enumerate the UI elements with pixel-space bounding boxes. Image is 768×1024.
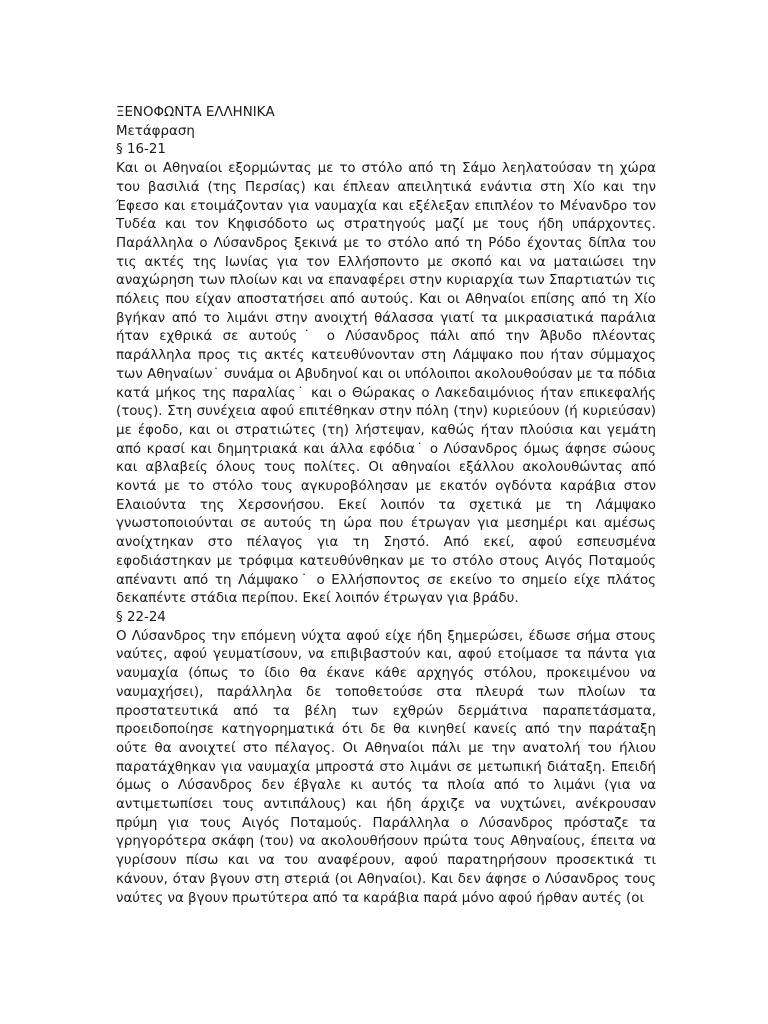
document-title: ΞΕΝΟΦΩΝΤΑ ΕΛΛΗΝΙΚΑ [116,105,275,120]
document-subtitle: Μετάφραση [116,123,195,139]
section-heading-1: § 16-21 [116,142,166,158]
section-heading-2: § 22-24 [116,609,166,625]
section-paragraph-1: Και οι Αθηναίοι εξορμώντας με το στόλο από τη Σάμο λεηλατούσαν τη χώρα του βασιλιά (της Περσίας) και έπλεαν απειλητικά ενάντια στη Χίο και την Έφεσο και ετοιμάζονταν για ναυμαχία και εξέλεξαν επιπλέον το Μένανδρο τον Τυδέα και τον Κηφισόδοτο ως στρατηγούς μαζί με τους ήδη υπάρχοντες. Παράλληλα ο Λύσανδρος ξεκινά με το στόλο από τη Ρόδο έχοντας δίπλα του τις ακτές της Ιωνίας για τον Ελλήσποντο με σκοπό και να ματαιώσει την αναχώρηση των πλοίων και να επαναφέρει στην κυριαρχία των Σπαρτιατών τις πόλεις που είχαν αποστατήσει από αυτούς. Και οι Αθηναίοι επίσης από τη Χίο βγήκαν από το λιμάνι στην ανοιχτή θάλασσα γιατί τα μικρασιατικά παράλια ήταν εχθρικά σε αυτούς˙ ο Λύσανδρος πάλι από την Άβυδο πλέοντας παράλληλα προς τις ακτές κατευθύνονταν στη Λάμψακο που ήταν σύμμαχος των Αθηναίων˙ συνάμα οι Αβυδηνοί και οι υπόλοιποι ακολουθούσαν με τα πόδια κατά μήκος της παραλίας˙ και ο Θώρακας ο Λακεδαιμόνιος ήταν επικεφαλής (τους). Στη συνέχεια αφού επιτέθηκαν στην πόλη (την) κυριεύουν (ή κυριεύσαν) με έφοδο, και οι στρατιώτες (τη) λήστεψαν, καθώς ήταν πλούσια και γεμάτη από κρασί και δημητριακά και άλλα εφόδια˙ ο Λύσανδρος όμως άφησε σώους και αβλαβείς όλους τους πολίτες. Οι αθηναίοι εξάλλου ακολουθώντας από κοντά με το στόλο τους αγκυροβόλησαν με εκατόν ογδόντα καράβια στον Ελαιούντα της Χερσονήσου. Εκεί λοιπόν τα σχετικά με τη Λάμψακο γνωστοποιούνται σε αυτούς τη ώρα που έτρωγαν για μεσημέρι και αμέσως ανοίχτηκαν στο πέλαγος για τη Σηστό. Από εκεί, αφού εσπευσμένα εφοδιάστηκαν με τρόφιμα κατευθύνθηκαν με το στόλο στους Αιγός Ποταμούς απέναντι από τη Λάμψακο˙ ο Ελλήσποντος σε εκείνο το σημείο είχε πλάτος δεκαπέντε στάδια περίπου. Εκεί λοιπόν έτρωγαν για βράδυ. [116,161,656,607]
document-body [116,104,656,908]
section-paragraph-2: Ο Λύσανδρος την επόμενη νύχτα αφού είχε ήδη ξημερώσει, έδωσε σήμα στους ναύτες, αφού γευματίσουν, να επιβιβαστούν και, αφού ετοίμασε τα πάντα για ναυμαχία (όπως το ίδιο θα έκανε κάθε αρχηγός στόλου, προκειμένου να ναυμαχήσει), παράλληλα δε τοποθετούσε στα πλευρά των πλοίων τα προστατευτικά από τα βέλη των εχθρών δερμάτινα παραπετάσματα, προειδοποίησε κατηγορηματικά ότι δε θα κινηθεί κανείς από την παράταξη ούτε θα ανοιχτεί στο πέλαγος. Οι Αθηναίοι πάλι με την ανατολή του ήλιου παρατάχθηκαν για ναυμαχία μπροστά στο λιμάνι σε μετωπική διάταξη. Επειδή όμως ο Λύσανδρος δεν έβγαλε κι αυτός τα πλοία από το λιμάνι (για να αντιμετωπίσει τους αντιπάλους) και ήδη άρχιζε να νυχτώνει, ανέκρουσαν πρύμη για τους Αιγός Ποταμούς. Παράλληλα ο Λύσανδρος πρόσταζε τα γρηγορότερα σκάφη (του) να ακολουθήσουν πρώτα τους Αθηναίους, έπειτα να γυρίσουν πίσω και να του αναφέρουν, αφού παρατηρήσουν προσεκτικά τι κάνουν, όταν βγουν στη στεριά (οι Αθηναίοι). Και δεν άφησε ο Λύσανδρος τους ναύτες να βγουν πρωτύτερα από τα καράβια παρά μόνο αφού ήρθαν αυτές (οι [116,628,656,906]
